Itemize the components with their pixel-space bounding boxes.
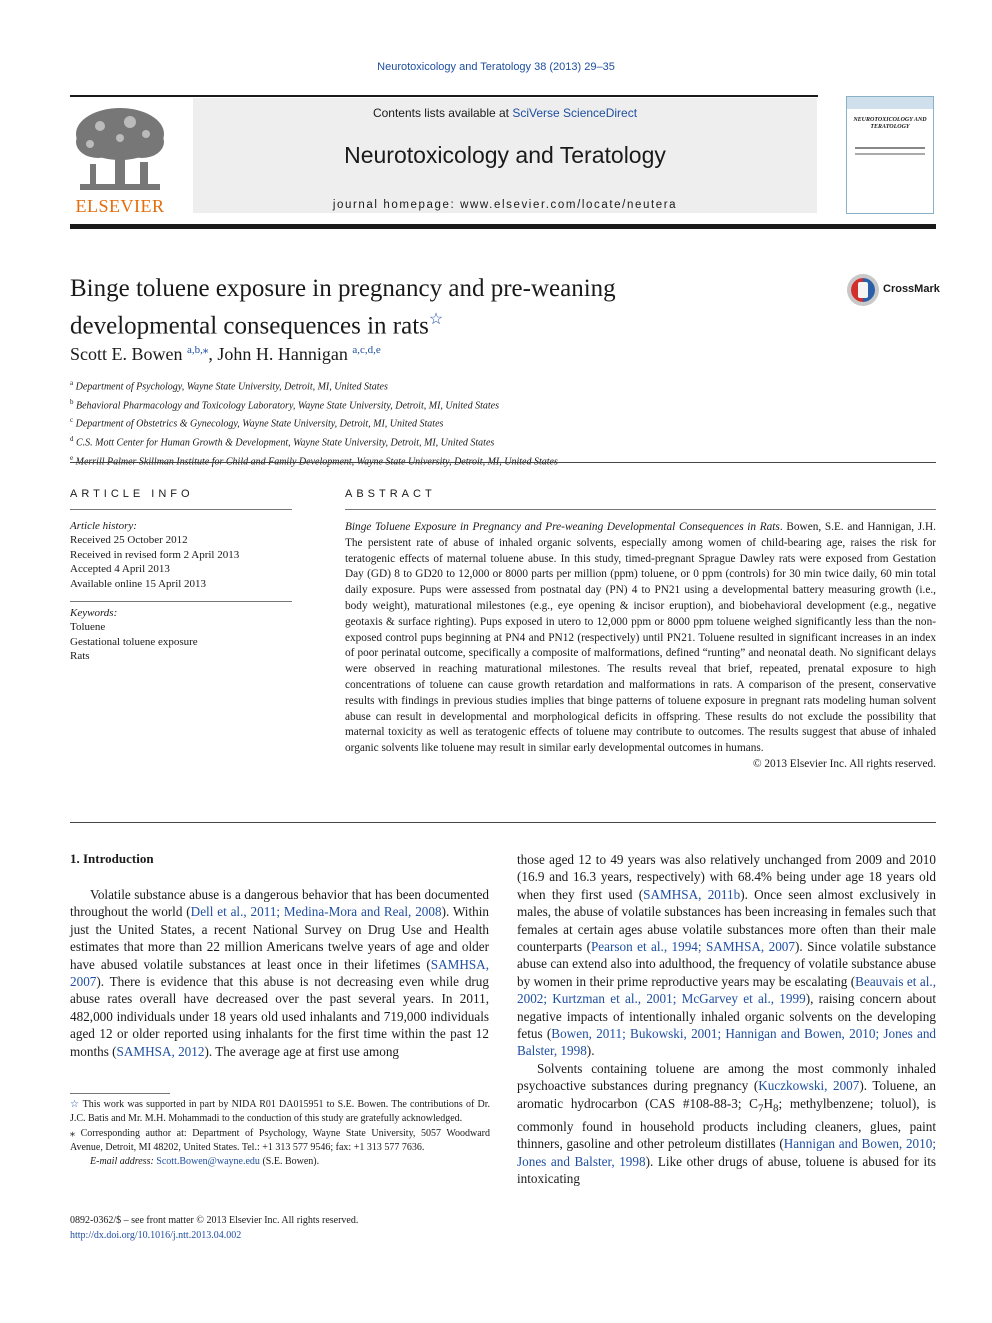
intro-right-column [517, 851, 936, 1187]
para-text: ). The average age at first use among [204, 1043, 400, 1059]
citation-link[interactable]: SAMHSA, 2011b [643, 886, 741, 902]
corresponding-text: Corresponding author at: Department of Psychology, Wayne State University, 5057 Woodward Avenue, Detroit, MI 48202, United States. Tel.: +1 313 577 9546; fax: +1 313 577 7636. [70, 1127, 490, 1153]
para-text: ). Since volatile substance abuse can extend also into adulthood, the frequency of volatile substance abuse by women in their prime reproductive years may be escalating ( [517, 939, 936, 989]
affiliation-list [70, 376, 558, 469]
title-line-2-text: developmental consequences in rats [70, 312, 429, 340]
author-bowen-affil[interactable] [187, 344, 208, 356]
header-bottom-rule [70, 224, 936, 229]
affiliation-key: b [70, 397, 74, 406]
citation-link[interactable]: Beauvais et al., 2002; Kurtzman et al., 2001; McGarvey et al., 1999 [517, 973, 936, 1007]
sciencedirect-link[interactable]: SciVerse ScienceDirect [512, 106, 638, 120]
author-bowen-affil-keys: a,b, [187, 344, 203, 356]
affiliation-key: a [70, 379, 74, 387]
affiliation-item [70, 376, 558, 395]
keywords-rule [70, 601, 292, 602]
affiliation-key: c [70, 416, 74, 425]
keywords [70, 606, 292, 664]
citation-link[interactable]: SAMHSA, 2012 [116, 1043, 205, 1059]
journal-cover-thumbnail[interactable] [846, 96, 934, 214]
affiliation-item [70, 432, 558, 451]
para-text: H [763, 1095, 774, 1111]
keyword-item: Rats [70, 650, 90, 663]
title-line-2 [70, 304, 730, 341]
author-hannigan-affil[interactable]: a,c,d,e [352, 344, 381, 356]
footnote-corr-mark: ⁎ [70, 1127, 75, 1139]
citation-link[interactable]: Dell et al., 2011; Medina-Mora and Real, 2008 [190, 904, 442, 920]
para-text: ). Once seen almost exclusively in males, the abuse of volatile substances has been increasing in females such that females at certain ages abuse volatile substances more often than their male counterparts ( [517, 886, 936, 955]
front-matter [70, 1214, 358, 1243]
author-list [70, 343, 381, 365]
title-line-1: Binge toluene exposure in pregnancy and pre-weaning [70, 275, 616, 302]
author-separator: , [208, 344, 218, 364]
abstract-copyright: © 2013 Elsevier Inc. All rights reserved. [752, 757, 936, 770]
crossmark-icon [846, 273, 880, 307]
elsevier-tree-icon [70, 104, 170, 196]
affiliation-divider [70, 462, 936, 463]
journal-citation[interactable]: Neurotoxicology and Teratology 38 (2013) 29–35 [377, 61, 615, 73]
subscript: 8 [773, 1102, 779, 1115]
footnotes [70, 1098, 490, 1169]
citation-link[interactable]: Hannigan and Bowen, 2010; Jones and Balster, 1998 [517, 1136, 936, 1169]
journal-homepage[interactable]: journal homepage: www.elsevier.com/locate/neutera [332, 199, 678, 211]
para-text: ), raising concern about negative impacts of intentionally inhaled organic solvents on the developing fetus ( [517, 991, 936, 1042]
abstract-lead: Binge Toluene Exposure in Pregnancy and Pre-weaning Developmental Consequences in Rats [345, 521, 780, 533]
intro-left-column [70, 886, 489, 1060]
funding-footnote [70, 1098, 490, 1127]
affiliation-key: e [70, 453, 74, 462]
intro-paragraph-1 [70, 886, 489, 1060]
affiliation-key: d [70, 434, 74, 443]
article-history-label: Article history: [70, 520, 137, 532]
funding-text: This work was supported in part by NIDA R01 DA015951 to S.E. Bowen. The contributions of Dr. J.C. Batis and Mr. M.H. Mohammadi to the conduction of this study are gratefully acknowledged. [70, 1099, 490, 1125]
crossmark-badge[interactable] [846, 273, 946, 307]
corresponding-author-mark: ⁎ [202, 344, 209, 356]
article-info-rule [70, 509, 292, 510]
article-title [70, 273, 730, 341]
contents-line [193, 106, 817, 120]
journal-name: Neurotoxicology and Teratology [344, 142, 666, 168]
citation-link[interactable]: Bowen, 2011; Bukowski, 2001; Hannigan and Bowen, 2010; Jones and Balster, 1998 [517, 1026, 937, 1059]
para-text: ; methylbenzene; toluol), is commonly found in household products including cleaners, glues, paint thinners, gasoline and other petroleum distillates ( [517, 1095, 936, 1152]
footnote-rule [70, 1093, 170, 1094]
doi-link[interactable]: http://dx.doi.org/10.1016/j.ntt.2013.04.002 [70, 1229, 242, 1241]
subscript: 7 [757, 1102, 764, 1115]
para-text: ). Like other drugs of abuse, toluene is abused for its intoxicating [517, 1153, 936, 1186]
elsevier-wordmark: ELSEVIER [75, 196, 165, 216]
para-text: Solvents containing toluene are among the most commonly inhaled psychoactive substances during pregnancy ( [517, 1060, 936, 1094]
para-text: ). There is evidence that this abuse is not decreasing even while drug abuse rates overall have decreased over the past several years. In 2011, 482,000 individuals under 18 years old used inhalants and 719,000 individuals aged 12 or older reported using inhalants for the first time within the past 12 months ( [70, 974, 489, 1059]
affiliation-text: Department of Obstetrics & Gynecology, Wayne State University, Detroit, MI, United States [75, 418, 444, 430]
affiliation-text: Behavioral Pharmacology and Toxicology Laboratory, Wayne State University, Detroit, MI, United States [76, 399, 500, 411]
affiliation-text: C.S. Mott Center for Human Growth & Development, Wayne State University, Detroit, MI, United States [76, 437, 495, 449]
citation-link[interactable]: Kuczkowski, 2007 [758, 1078, 860, 1094]
para-text: those aged 12 to 49 years was also relatively unchanged from 2009 and 2010 (16.9 and 16.3 years, respectively) with 68.4% being under age 18 years old when they first used ( [517, 852, 936, 902]
header-top-rule [70, 95, 818, 97]
article-info-heading: ARTICLE INFO [70, 488, 194, 500]
email-label: E-mail address: [90, 1156, 157, 1168]
title-footnote-star[interactable]: ☆ [428, 311, 444, 328]
footnote-star-mark: ☆ [70, 1099, 80, 1110]
email-footnote [70, 1155, 490, 1169]
cover-title: NEUROTOXICOLOGY AND TERATOLOGY [853, 117, 927, 130]
history-online: Available online 15 April 2013 [70, 577, 207, 590]
article-history [70, 519, 292, 591]
section-heading-introduction: 1. Introduction [70, 851, 154, 866]
intro-paragraph-2 [517, 851, 936, 1060]
abstract-text: . Bowen, S.E. and Hannigan, J.H. The persistent rate of abuse of inhaled organic solvents, especially among women of child-bearing age, raises the risk for teratogenic effects of maternal toluene abuse. In this study, timed-pregnant Sprague Dawley rats were exposed from Gestation Day (GD) 8 to GD20 to 12,000 or 8000 parts per million (ppm) toluene, or 0 ppm (controls) for 30 min twice daily, 60 min total daily exposure. Pups were assessed from postnatal day (PN) 4 to PN21 using a developmental battery measuring growth (i.e., body weight), maturational milestones (e.g., eye opening & incisor eruption), and biobehavioral development (e.g., negative geotaxis & surface righting). Pups exposed in utero to 12,000 ppm or 8000 ppm toluene weighed significantly less than the non-exposed control pups beginning at PN4 and PN12 (respectively) until PN21. Toluene resulted in significant increases in an index of poor perinatal outcome, specifically a composite of malformations, defined “runting” and neonatal death. No significant delays were observed in reaching maturational milestones. The results reveal that brief, repeated, prenatal exposure to high concentrations of toluene can cause growth retardation and malformations in rats. A comparison of the present, conservative results with findings in previous studies implies that binge patterns of toluene exposure in pregnant rats modeling human solvent abuse can result in developmental and morphological deficits in offspring. These results do not exclude the possibility that maternal toxicity as well as teratogenic effects of toluene may contribute to outcomes. The results suggest that abuse of inhaled organic solvents like toluene may result in similar early developmental outcomes in humans. [345, 521, 936, 755]
affiliation-text: Department of Psychology, Wayne State University, Detroit, MI, United States [75, 381, 388, 393]
citation-link[interactable]: SAMHSA, 2007 [70, 956, 489, 990]
elsevier-logo [70, 104, 170, 216]
para-text: ). [586, 1043, 595, 1059]
author-bowen: Scott E. Bowen [70, 344, 183, 364]
history-received: Received 25 October 2012 [70, 534, 188, 547]
intro-paragraph-3 [517, 1060, 936, 1187]
abstract-bottom-rule [70, 822, 936, 823]
affiliation-item [70, 395, 558, 414]
affiliation-item [70, 413, 558, 432]
email-suffix: (S.E. Bowen). [259, 1156, 320, 1168]
issn-line: 0892-0362/$ – see front matter © 2013 Elsevier Inc. All rights reserved. [70, 1215, 359, 1226]
citation-link[interactable]: Pearson et al., 1994; SAMHSA, 2007 [590, 939, 795, 955]
history-revised: Received in revised form 2 April 2013 [70, 548, 240, 561]
abstract-heading: ABSTRACT [345, 488, 436, 500]
para-text: ). Toluene, an aromatic hydrocarbon (CAS #108-88-3; C [517, 1078, 936, 1111]
para-text: ). Within just the United States, a recent National Survey on Drug Use and Health estimates that more than 22 million Americans twelve years of age and older have abused volatile substances at least once in their lifetimes ( [70, 904, 489, 972]
abstract-body [345, 520, 936, 773]
email-link[interactable]: Scott.Bowen@wayne.edu [156, 1156, 260, 1168]
affiliation-item [70, 451, 558, 470]
keywords-label: Keywords: [70, 607, 118, 619]
history-accepted: Accepted 4 April 2013 [70, 563, 170, 576]
author-hannigan: John H. Hannigan [217, 344, 348, 364]
contents-prefix: Contents lists available at [372, 106, 513, 120]
keyword-item: Toluene [70, 621, 106, 634]
para-text: Volatile substance abuse is a dangerous behavior that has been documented throughout the world ( [70, 887, 489, 920]
crossmark-label: CrossMark [883, 283, 940, 295]
abstract-rule [345, 509, 936, 510]
corresponding-footnote [70, 1127, 490, 1156]
keyword-item: Gestational toluene exposure [70, 635, 198, 648]
